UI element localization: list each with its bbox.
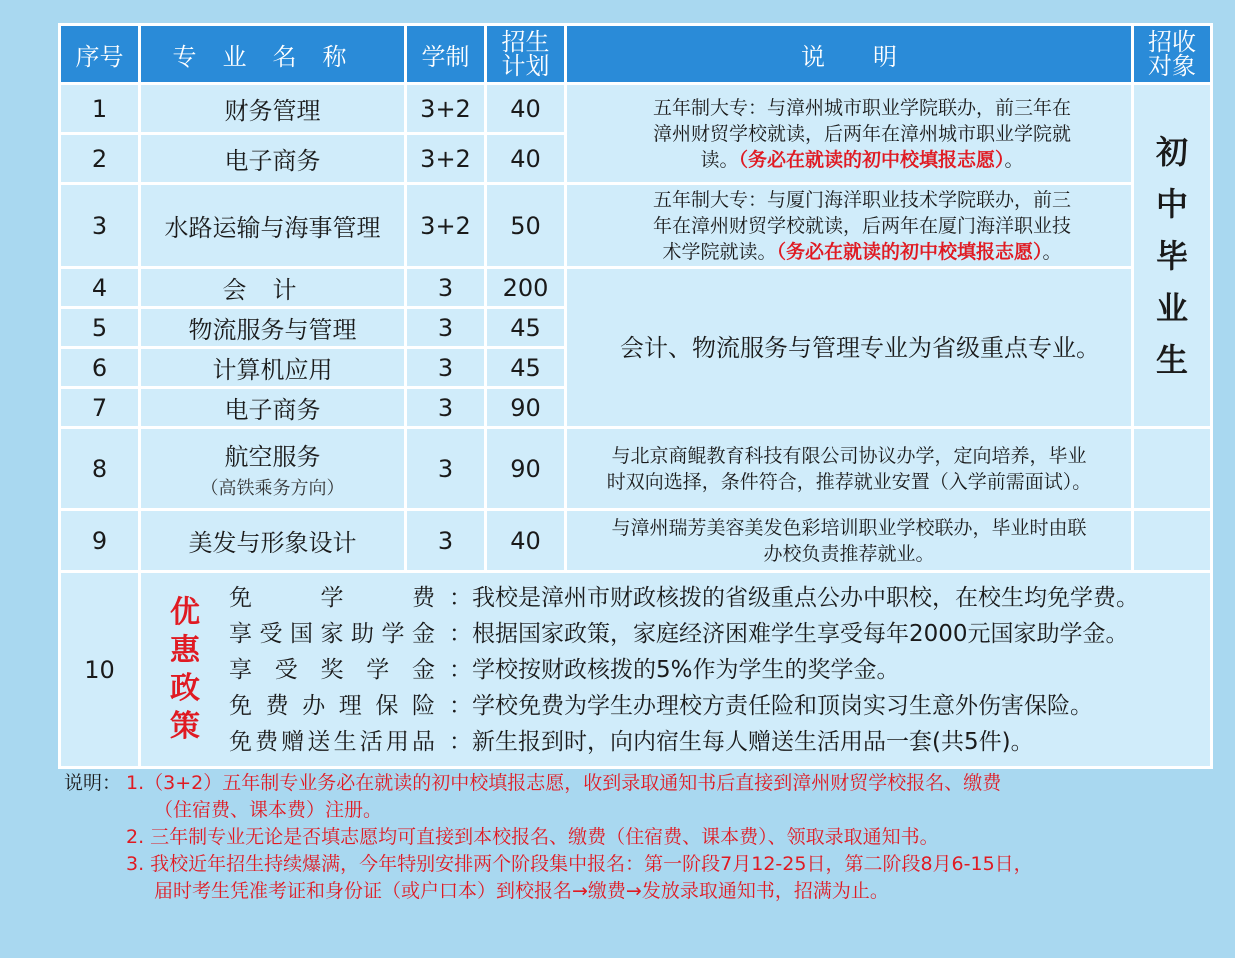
row-major (140, 268, 406, 308)
target-empty (1133, 428, 1212, 510)
target-char: 生 (1155, 340, 1188, 379)
desc-line: 。 (1004, 148, 1024, 171)
row-plan: 50 (486, 184, 566, 268)
desc-line: 五年制大专：与漳州城市职业学院联办，前三年在 (652, 96, 1071, 119)
policy-label: 免费办理保险 (229, 692, 435, 719)
table-row (60, 184, 1212, 268)
policy-colon: ： (449, 584, 472, 611)
note-row (64, 770, 1214, 905)
policy-item (229, 724, 1210, 760)
header-plan (486, 25, 566, 84)
header-plan-l1: 招生 (501, 28, 550, 56)
desc-line: 与漳州瑞芳美容美发色彩培训职业学校联办，毕业时由联 (611, 516, 1087, 539)
policy-colon: ： (449, 692, 472, 719)
row-plan: 40 (486, 84, 566, 134)
desc-line: 办校负责推荐就业。 (763, 542, 935, 565)
target-cell (1133, 84, 1212, 428)
desc-rows-1-2 (566, 84, 1133, 184)
desc-row-9 (566, 510, 1133, 572)
row-no: 4 (60, 268, 140, 308)
row-years: 3 (406, 348, 486, 388)
row-no: 1 (60, 84, 140, 134)
note-body (126, 770, 1214, 905)
row-major: 物流服务与管理 (140, 308, 406, 348)
row-plan: 40 (486, 134, 566, 184)
row-plan: 90 (486, 388, 566, 428)
target-char: 初 (1155, 132, 1188, 171)
policy-colon: ： (449, 620, 472, 647)
row-years: 3 (406, 388, 486, 428)
desc-row-3 (566, 184, 1133, 268)
policy-text: 学校按财政核拨的5%作为学生的奖学金。 (472, 656, 900, 683)
row-major: 美发与形象设计 (140, 510, 406, 572)
row-no: 10 (60, 572, 140, 768)
header-major-text: 专业名称 (172, 42, 373, 71)
row-plan: 90 (486, 428, 566, 510)
policy-row (60, 572, 1212, 768)
desc-line: 术学院就读。 (662, 240, 777, 263)
policy-item (229, 580, 1210, 616)
desc-line: 。 (1042, 240, 1062, 263)
row-years: 3 (406, 428, 486, 510)
header-target-l2: 对象 (1148, 52, 1196, 80)
header-plan-l2: 计划 (501, 52, 550, 80)
table-row (60, 510, 1212, 572)
header-target (1133, 25, 1212, 84)
header-desc: 说 明 (566, 25, 1133, 84)
row-plan: 200 (486, 268, 566, 308)
policy-item (229, 652, 1210, 688)
policy-title-char: 策 (170, 708, 200, 744)
policy-block (141, 580, 1210, 760)
policy-colon: ： (449, 728, 472, 755)
row-major: 电子商务 (140, 388, 406, 428)
table-row (60, 84, 1212, 134)
header-no: 序号 (60, 25, 140, 84)
header-row (60, 25, 1212, 84)
policy-text: 我校是漳州市财政核拨的省级重点公办中职校，在校生均免学费。 (472, 584, 1139, 611)
policy-label: 享受奖学金 (229, 656, 435, 683)
row-major: 水路运输与海事管理 (140, 184, 406, 268)
row-major: 财务管理 (140, 84, 406, 134)
policy-colon: ： (449, 656, 472, 683)
row-years: 3 (406, 308, 486, 348)
row-years: 3+2 (406, 134, 486, 184)
notes-prefix: 说明： (64, 772, 122, 794)
policy-item (229, 688, 1210, 724)
policy-title-char: 优 (170, 594, 200, 630)
row-years: 3 (406, 510, 486, 572)
header-target-l1: 招收 (1148, 28, 1196, 56)
header-major (140, 25, 406, 84)
note-line: 1.（3+2）五年制专业务必在就读的初中校填报志愿，收到录取通知书后直接到漳州财贸学校报名、缴费 (126, 772, 1002, 794)
desc-line: 年在漳州财贸学校就读，后两年在厦门海洋职业技 (652, 214, 1071, 237)
desc-line: 漳州财贸学校就读，后两年在漳州城市职业学院就 (652, 122, 1071, 145)
row-years: 3+2 (406, 84, 486, 134)
policy-title-char: 惠 (170, 632, 200, 668)
row-no: 2 (60, 134, 140, 184)
desc-line: 会计、物流服务与管理专业为省级重点专业。 (620, 333, 1100, 362)
policy-item (229, 616, 1210, 652)
row-no: 7 (60, 388, 140, 428)
table-row (60, 428, 1212, 510)
desc-rows-4-7 (566, 268, 1133, 428)
row-major-subtitle: （高铁乘务方向） (200, 478, 345, 499)
desc-line: 读。 (700, 148, 739, 171)
target-char: 毕 (1155, 236, 1188, 275)
policy-text: 新生报到时，向内宿生每人赠送生活用品一套(共5件)。 (472, 728, 1034, 755)
desc-line: 五年制大专：与厦门海洋职业技术学院联办，前三 (652, 188, 1071, 211)
notes-section (64, 770, 1214, 905)
note-line: 3. 我校近年招生持续爆满，今年特别安排两个阶段集中报名：第一阶段7月12-25日，第二阶段8月6-15日， (126, 853, 1033, 875)
row-plan: 45 (486, 348, 566, 388)
target-empty (1133, 510, 1212, 572)
admissions-table (58, 23, 1213, 769)
note-line: 2. 三年制专业无论是否填志愿均可直接到本校报名、缴费（住宿费、课本费）、领取录取通知书。 (126, 826, 939, 848)
row-no: 8 (60, 428, 140, 510)
row-major-text: 航空服务 (224, 443, 321, 471)
desc-line: 与北京商鲲教育科技有限公司协议办学，定向培养，毕业 (611, 444, 1087, 467)
target-char: 中 (1155, 184, 1188, 223)
row-no: 5 (60, 308, 140, 348)
row-years: 3+2 (406, 184, 486, 268)
row-major: 计算机应用 (140, 348, 406, 388)
table-row (60, 268, 1212, 308)
policy-cell (140, 572, 1212, 768)
policy-title-char: 政 (170, 670, 200, 706)
desc-warning: （务必在就读的初中校填报志愿） (776, 240, 1043, 263)
policy-label: 享受国家助学金 (229, 620, 435, 647)
row-no: 6 (60, 348, 140, 388)
row-major: 电子商务 (140, 134, 406, 184)
note-line: （住宿费、课本费）注册。 (154, 799, 383, 821)
note-line: 届时考生凭准考证和身份证（或户口本）到校报名→缴费→发放录取通知书，招满为止。 (154, 880, 889, 902)
desc-row-8 (566, 428, 1133, 510)
policy-text: 根据国家政策，家庭经济困难学生享受每年2000元国家助学金。 (472, 620, 1129, 647)
header-years: 学制 (406, 25, 486, 84)
policy-label: 免费赠送生活用品 (229, 728, 435, 755)
policy-text: 学校免费为学生办理校方责任险和顶岗实习生意外伤害保险。 (472, 692, 1093, 719)
row-plan: 45 (486, 308, 566, 348)
policy-list (229, 580, 1210, 760)
row-major (140, 428, 406, 510)
row-plan: 40 (486, 510, 566, 572)
policy-label: 免学费 (229, 584, 435, 611)
row-years: 3 (406, 268, 486, 308)
row-no: 9 (60, 510, 140, 572)
desc-warning: （务必在就读的初中校填报志愿） (738, 148, 1005, 171)
target-char: 业 (1155, 288, 1188, 327)
row-major-text: 会计 (222, 276, 323, 304)
desc-line: 时双向选择，条件符合，推荐就业安置（入学前需面试）。 (606, 470, 1092, 493)
policy-title (141, 594, 229, 746)
row-no: 3 (60, 184, 140, 268)
